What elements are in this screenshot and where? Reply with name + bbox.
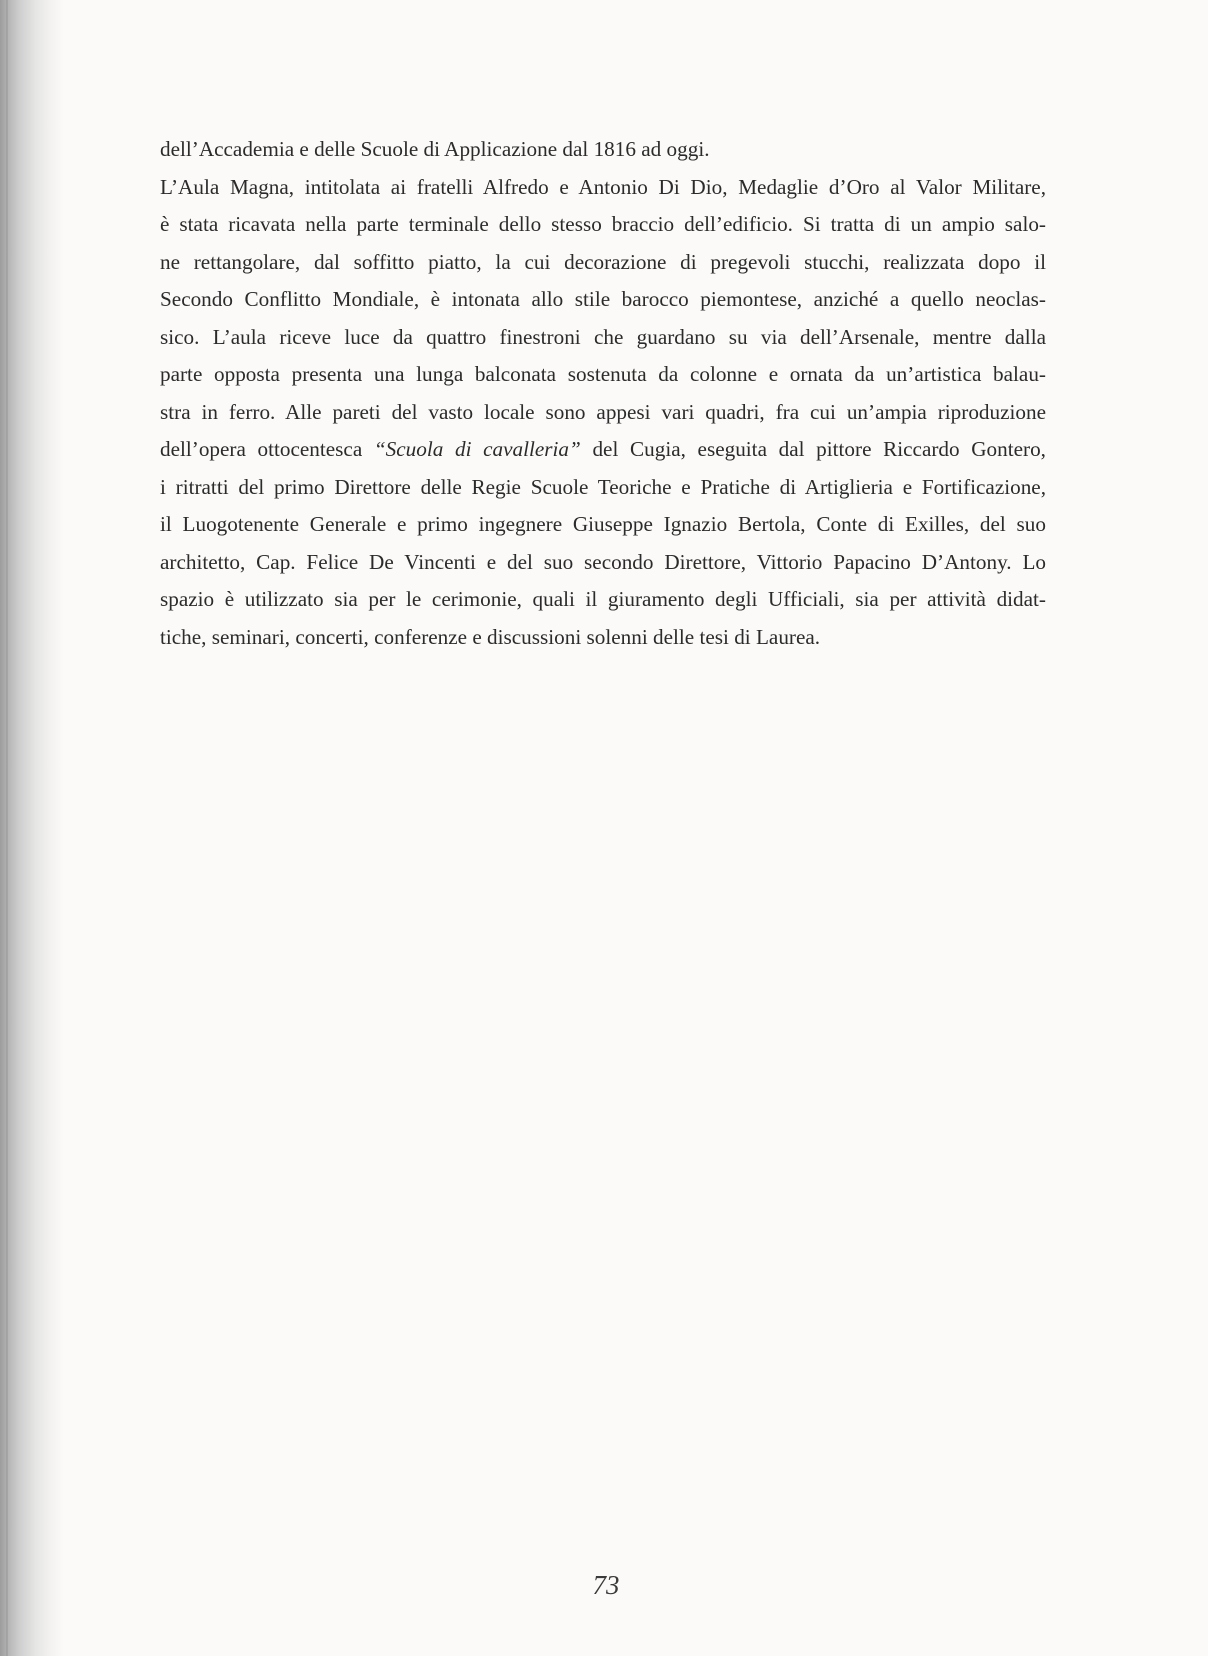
body-text [160, 131, 1046, 656]
text-line-8: stra in ferro. Alle pareti del vasto locale sono appesi vari quadri, fra cui un’ampia riproduzione [160, 399, 1046, 424]
text-line-11: il Luogotenente Generale e primo ingegnere Giuseppe Ignazio Bertola, Conte di Exilles, del suo [160, 512, 1046, 536]
text-line-6: sico. L’aula riceve luce da quattro finestroni che guardano su via dell’Arsenale, mentre dalla [160, 324, 1046, 349]
text-line-9 [160, 431, 1046, 469]
text-line-3: è stata ricavata nella parte terminale dello stesso braccio dell’edificio. Si tratta di un ampio salo- [160, 212, 1046, 236]
page-number: 73 [592, 1570, 620, 1600]
text-line-4: ne rettangolare, dal soffitto piatto, la cui decorazione di pregevoli stucchi, realizzata dopo il [160, 249, 1046, 274]
text-line-12: architetto, Cap. Felice De Vincenti e del suo secondo Direttore, Vittorio Papacino D’Antony. Lo [160, 549, 1046, 574]
text-line-13: spazio è utilizzato sia per le cerimonie, quali il giuramento degli Ufficiali, sia per attività didat- [160, 587, 1046, 611]
text-line-5: Secondo Conflitto Mondiale, è intonata allo stile barocco piemontese, anziché a quello neoclas- [160, 287, 1046, 311]
binding-shadow [6, 0, 8, 1656]
text-line-1: dell’Accademia e delle Scuole di Applicazione dal 1816 ad oggi. [160, 137, 710, 161]
text-line-9-end: del Cugia, eseguita dal pittore Riccardo Gontero, [580, 437, 1046, 461]
text-line-7: parte opposta presenta una lunga balconata sostenuta da colonne e ornata da un’artistica balau- [160, 362, 1046, 386]
text-line-9-start: dell’opera ottocentesca [160, 437, 374, 461]
artwork-title: “Scuola di cavalleria” [373, 437, 581, 461]
text-line-2: L’Aula Magna, intitolata ai fratelli Alfredo e Antonio Di Dio, Medaglie d’Oro al Valor Militare, [160, 174, 1046, 199]
text-line-14: tiche, seminari, concerti, conferenze e discussioni solenni delle tesi di Laurea. [160, 624, 821, 649]
text-line-10: i ritratti del primo Direttore delle Regie Scuole Teoriche e Pratiche di Artiglieria e Fortificazione, [160, 474, 1046, 499]
